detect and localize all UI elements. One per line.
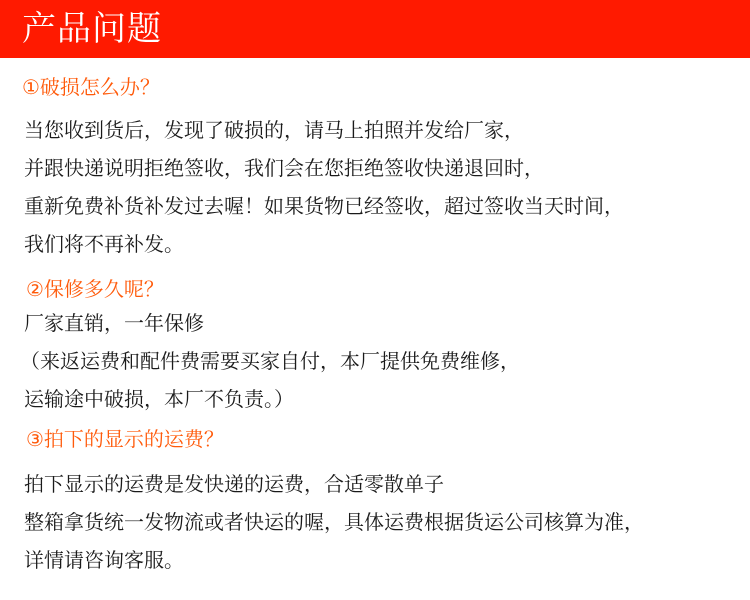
answer-line: 并跟快递说明拒绝签收，我们会在您拒绝签收快递退回时，: [24, 156, 544, 180]
answer-line: 整箱拿货统一发物流或者快运的喔，具体运费根据货运公司核算为准，: [24, 510, 644, 534]
question-warranty: ②保修多久呢？: [26, 277, 164, 301]
answer-line: （来返运费和配件费需要买家自付，本厂提供免费维修，: [20, 349, 520, 373]
page-header: [0, 0, 750, 58]
answer-line: 当您收到货后，发现了破损的，请马上拍照并发给厂家，: [24, 118, 524, 142]
answer-line: 运输途中破损，本厂不负责。）: [24, 387, 294, 411]
answer-line: 我们将不再补发。: [24, 232, 184, 256]
page-title: 产品问题: [22, 9, 162, 49]
answer-line: 详情请咨询客服。: [24, 548, 184, 572]
answer-line: 厂家直销，一年保修: [24, 311, 204, 335]
question-shipping: ③拍下的显示的运费？: [26, 427, 224, 451]
answer-line: 拍下显示的运费是发快递的运费，合适零散单子: [24, 472, 444, 496]
answer-line: 重新免费补货补发过去喔！如果货物已经签收，超过签收当天时间，: [24, 194, 624, 218]
question-damage: ①破损怎么办？: [22, 75, 160, 99]
